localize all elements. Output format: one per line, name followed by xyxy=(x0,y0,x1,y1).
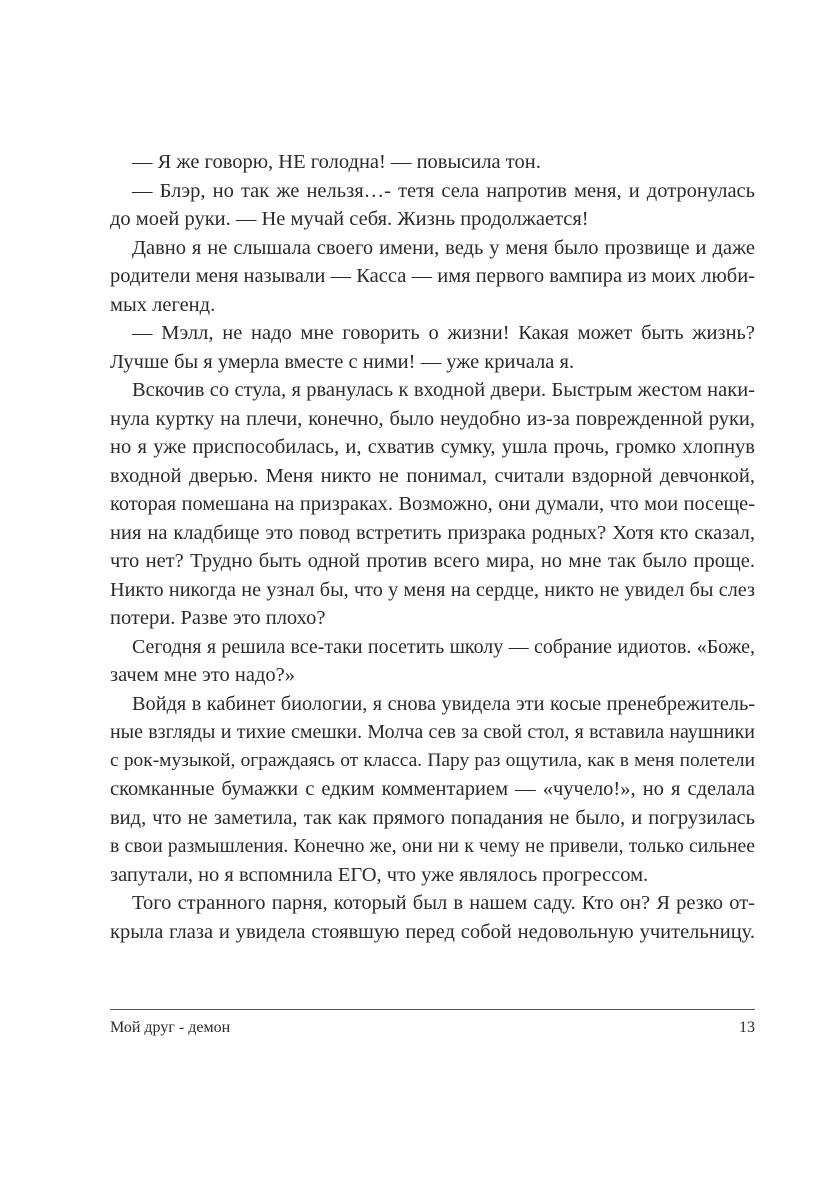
text-line: мых легенд. xyxy=(110,293,216,316)
text-line: что нет? Трудно быть одной против всего мира, но мне так было проще. xyxy=(110,550,755,572)
text-line: до моей руки. — Не мучай себя. Жизнь продолжается! xyxy=(110,208,589,230)
text-line: ные взгляды и тихие смешки. Молча сев за свой стол, я вставила наушники xyxy=(110,721,755,743)
footer-divider xyxy=(110,1009,755,1010)
text-line: потери. Разве это плохо? xyxy=(110,607,326,629)
text-line: Сегодня я решила все-таки посетить школу — собрание идиотов. «Боже, xyxy=(132,635,755,658)
text-line: — Блэр, но так же нельзя…- тетя села напротив меня, и дотронулась xyxy=(132,179,755,202)
page-number: 13 xyxy=(739,1019,755,1036)
text-line: родители меня называли — Касса — имя первого вампира из моих люби- xyxy=(110,265,755,287)
text-line: которая помешана на призраках. Возможно, они думали, что мои посеще- xyxy=(110,493,755,515)
text-line: Лучше бы я умерла вместе с ними! — уже кричала я. xyxy=(110,350,575,373)
text-line: зачем мне это надо?» xyxy=(110,664,296,686)
text-line: Того странного парня, который был в нашем саду. Кто он? Я резко от- xyxy=(132,892,755,914)
text-line: скомканные бумажки с едким комментарием — «чучело!», но я сделала xyxy=(110,778,755,800)
text-line: Войдя в кабинет биологии, я снова увидела эти косые пренебрежитель- xyxy=(132,692,755,715)
text-line: — Мэлл, не надо мне говорить о жизни! Какая может быть жизнь? xyxy=(132,322,755,344)
text-line: входной дверью. Меня никто не понимал, считали вздорной девчонкой, xyxy=(110,464,755,487)
body-text xyxy=(110,148,755,946)
text-line: ния на кладбище это повод встретить призрака родных? Хотя кто сказал, xyxy=(110,521,755,544)
text-line: вид, что не заметила, так как прямого попадания не было, и погрузилась xyxy=(110,806,755,829)
text-line: запутали, но я вспомнила ЕГО, что уже являлось прогрессом. xyxy=(110,863,649,886)
text-line: нула куртку на плечи, конечно, было неудобно из-за поврежденной руки, xyxy=(110,407,755,430)
running-footer-title: Мой друг - демон xyxy=(110,1019,231,1036)
text-line: с рок-музыкой, ограждаясь от класса. Пару раз ощутила, как в меня полетели xyxy=(110,749,755,771)
text-line: крыла глаза и увидела стоявшую перед собой недовольную учительницу. xyxy=(110,920,755,943)
text-line: Вскочив со стула, я рванулась к входной двери. Быстрым жестом наки- xyxy=(132,379,755,401)
text-line: Давно я не слышала своего имени, ведь у меня было прозвище и даже xyxy=(132,236,755,259)
text-line: Никто никогда не узнал бы, что у меня на сердце, никто не увидел бы слез xyxy=(110,578,755,601)
text-line: но я уже приспособилась, и, схватив сумку, ушла прочь, громко хлопнув xyxy=(110,436,755,458)
text-line: — Я же говорю, НЕ голодна! — повысила тон. xyxy=(132,151,541,173)
text-line: в свои размышления. Конечно же, они ни к чему не привели, только сильнее xyxy=(110,835,755,857)
